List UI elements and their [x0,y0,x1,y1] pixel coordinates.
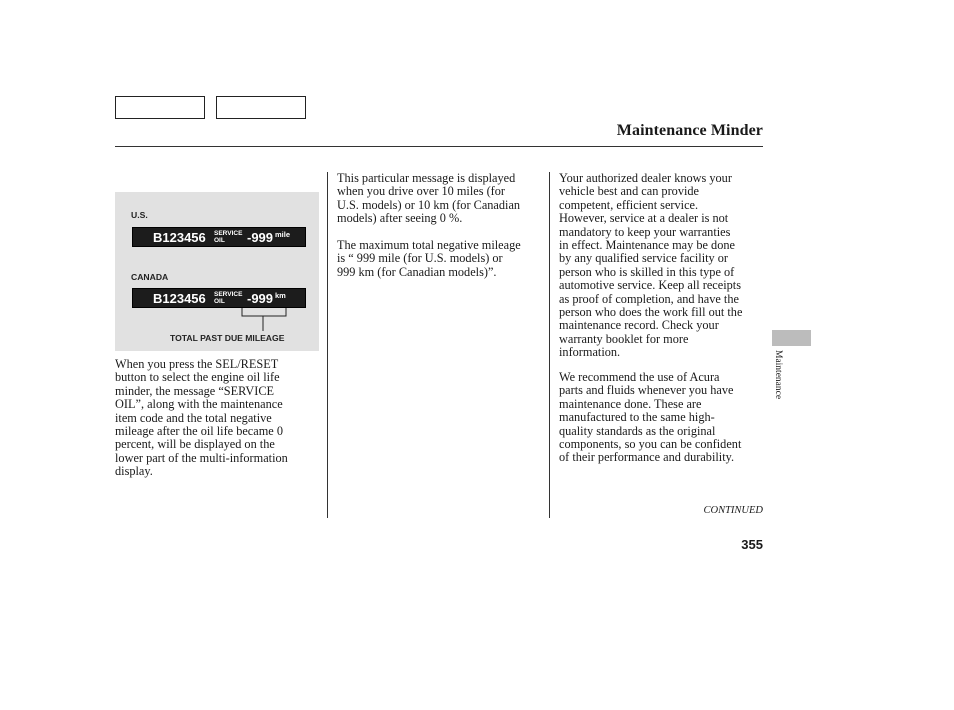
us-service-line1: SERVICE [214,230,243,237]
canada-service-line2: OIL [214,298,225,305]
canada-maintenance-code: B123456 [153,291,206,306]
nav-button-1[interactable] [115,96,205,119]
col3-paragraph-1: Your authorized dealer knows your vehicle best and can provide competent, efficient service. However, service at a dealer is not mandatory to keep your warranties in effect. Maintenance may be done by any qualified service facility or person who is skilled in this type of automotive service. Keep all receipts as proof of completion, and have the person who does the work fill out the maintenance record. Check your warranty booklet for more information. [559,171,743,360]
section-tab-label: Maintenance [773,350,783,400]
section-tab[interactable] [772,330,811,346]
us-service-line2: OIL [214,237,225,244]
canada-label: CANADA [131,272,169,282]
page-title: Maintenance Minder [616,122,763,139]
nav-button-2[interactable] [216,96,306,119]
canada-past-due-value: -999 [247,291,274,306]
canada-unit: km [275,291,286,300]
column-divider-1 [327,172,328,518]
column-divider-2 [549,172,550,518]
col2-paragraph-1: This particular message is displayed when you drive over 10 miles (for U.S. models) or 10 km (for Canadian models) after seeing 0 %. [337,171,521,226]
callout-bracket [115,192,319,351]
us-label: U.S. [131,210,148,220]
us-unit: mile [275,230,291,239]
display-figure [115,192,319,351]
canada-service-line1: SERVICE [214,291,243,298]
col1-paragraph: When you press the SEL/RESET button to select the engine oil life minder, the message “SERVICE OIL”, along with the maintenance item code and the total negative mileage after the oil life became 0 percent, will be displayed on the lower part of the multi-information display. [115,357,288,479]
us-past-due-value: -999 [247,230,274,245]
continued-label: CONTINUED [703,505,763,516]
col3-paragraph-2: We recommend the use of Acura parts and fluids whenever you have maintenance done. These are manufactured to the same high- quality standards as the original components, so you can be confident of their performance and durability. [559,370,742,465]
us-maintenance-code: B123456 [153,230,206,245]
page-number: 355 [741,537,763,552]
header-rule [115,146,763,147]
col2-paragraph-2: The maximum total negative mileage is “ 999 mile (for U.S. models) or 999 km (for Canadian models)”. [337,238,521,279]
figure-caption: TOTAL PAST DUE MILEAGE [170,333,285,343]
